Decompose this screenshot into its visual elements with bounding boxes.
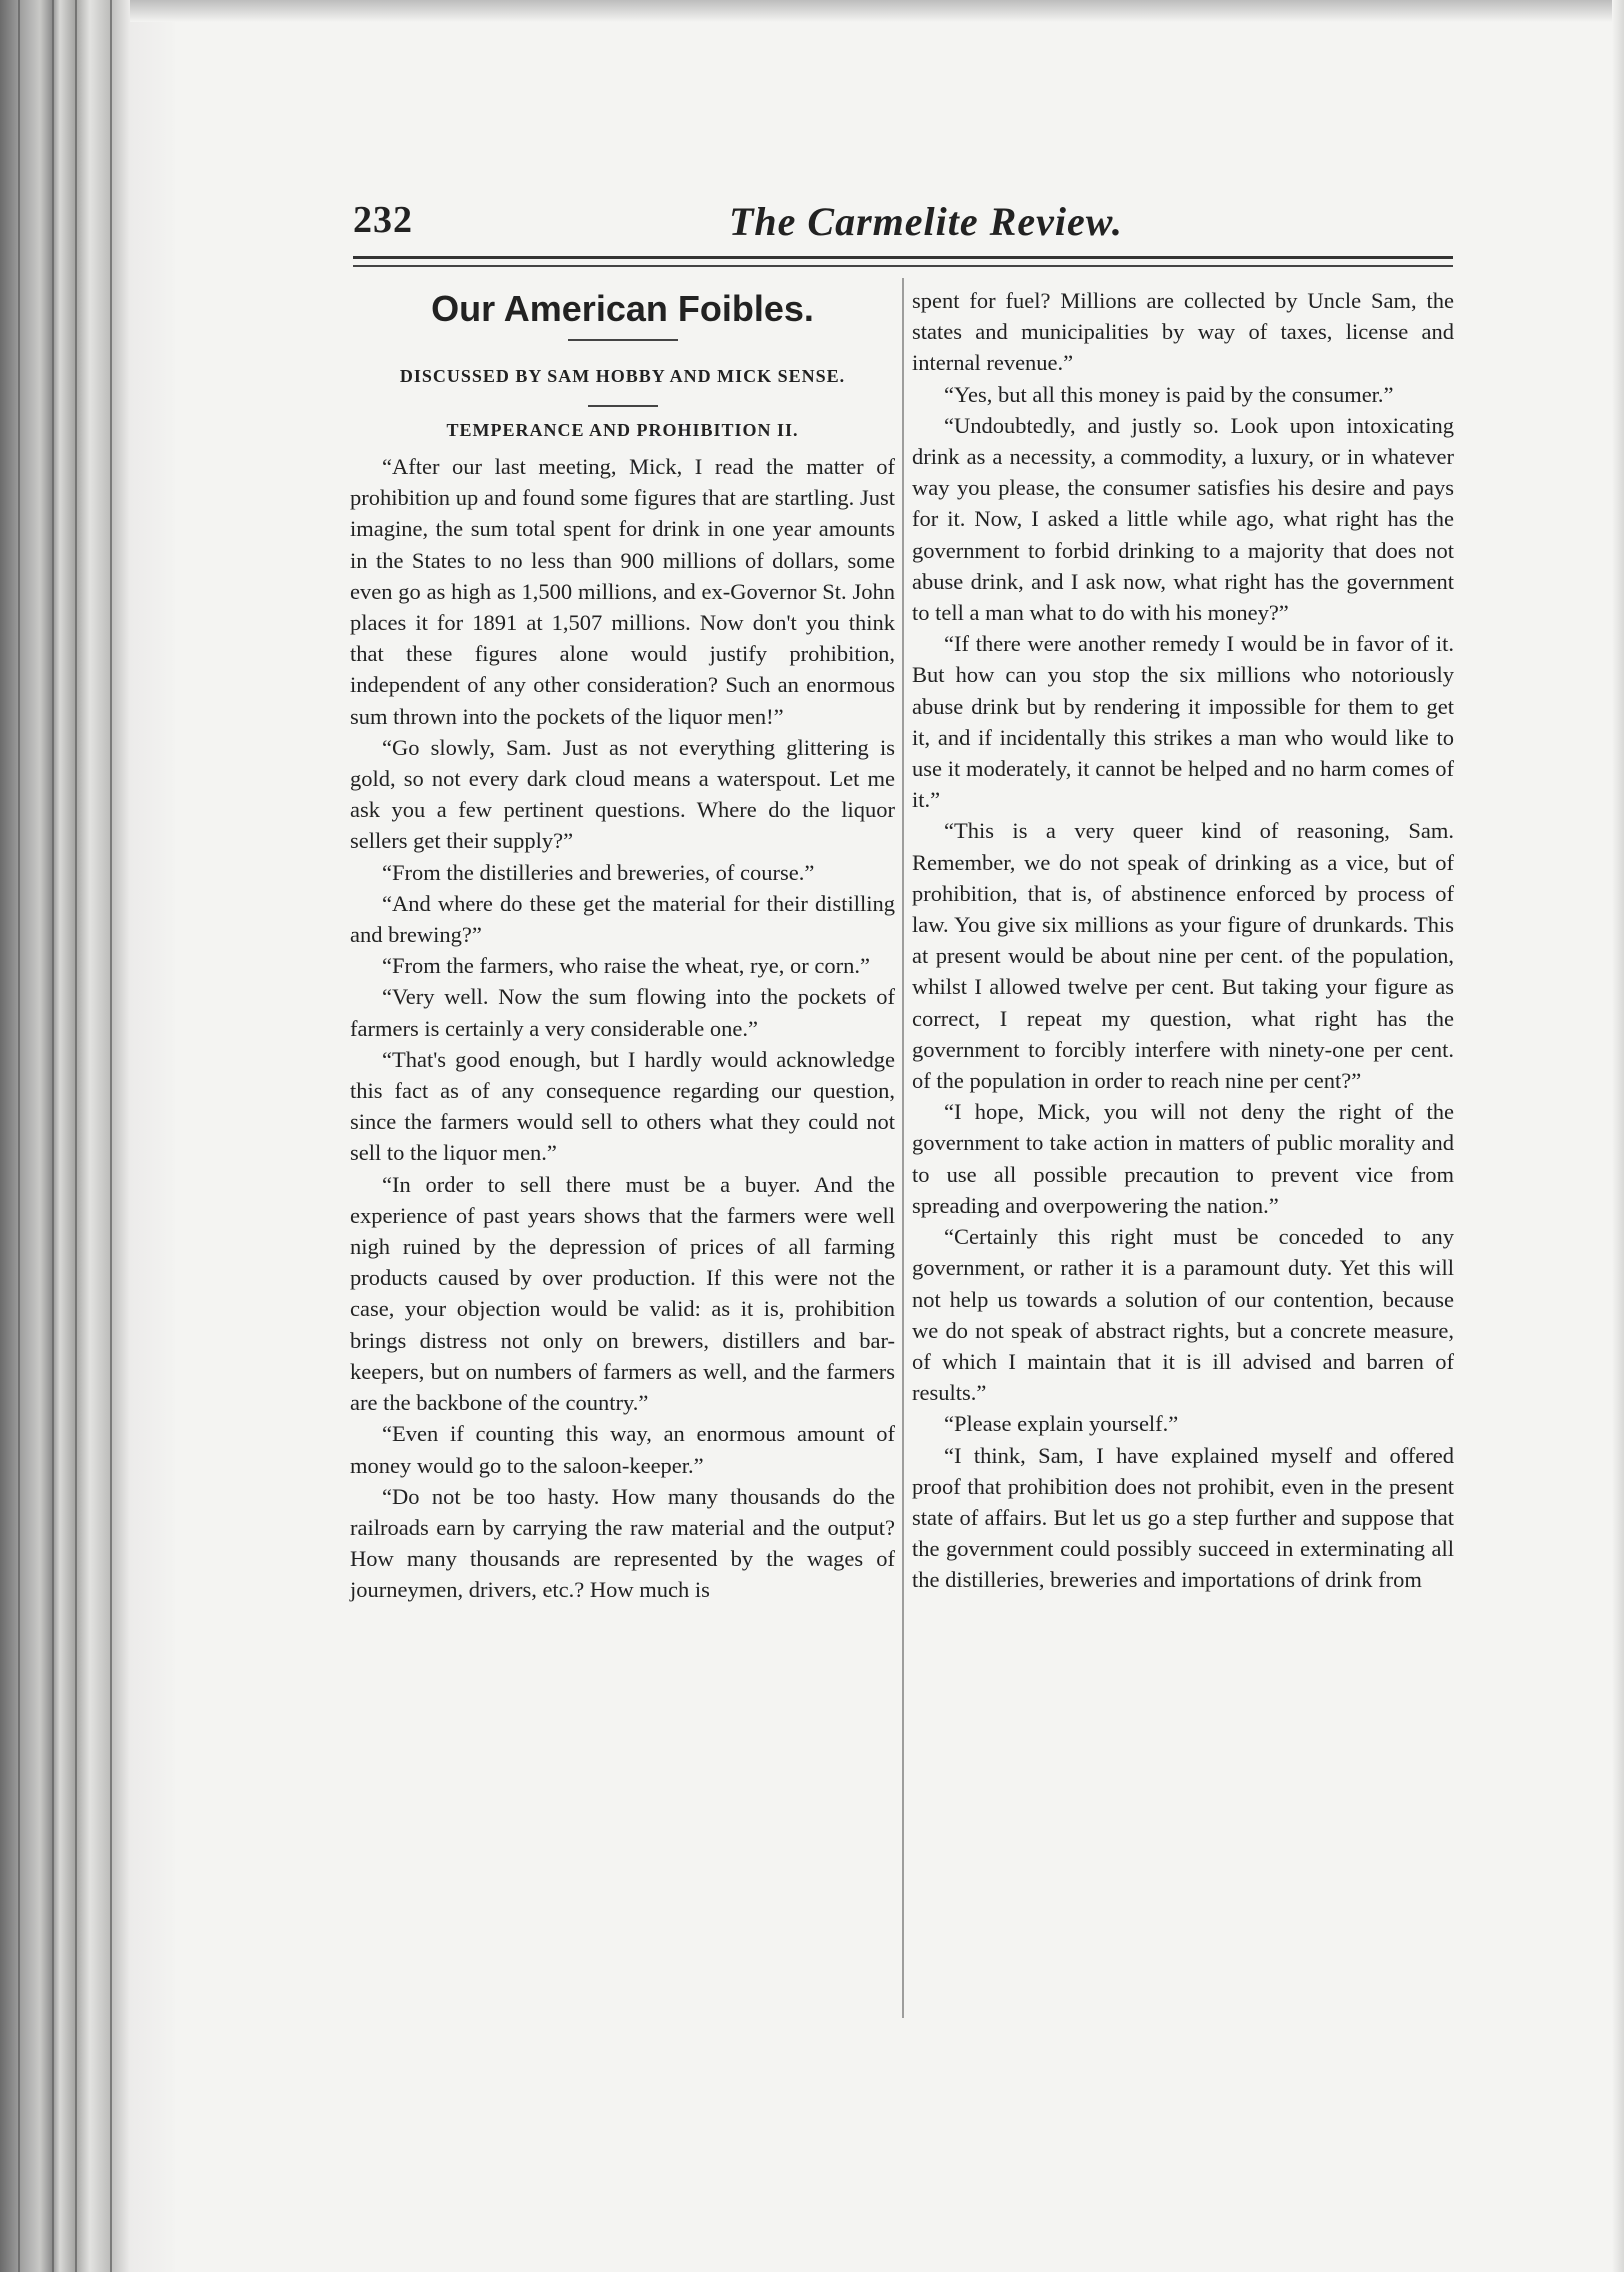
journal-title: The Carmelite Review. (729, 199, 1123, 244)
paragraph: “I think, Sam, I have explained myself and offered proof that prohibition does not prohibit, even in the present state of affairs. But let us go a step further and suppose that the government could possibly succeed in exterminating all the distilleries, breweries and importations of drink from (912, 1442, 1454, 1593)
paragraph: “Please explain yourself.” (944, 1411, 1179, 1437)
paragraph: “Even if counting this way, an enormous amount of money would go to the saloon-keeper.” (350, 1421, 895, 1478)
paragraph: “From the distilleries and breweries, of course.” (382, 859, 815, 885)
paragraph: “Go slowly, Sam. Just as not everything glittering is gold, so not every dark cloud means a waterspout. Let me ask you a few pertinent questions. Where do the liquor sellers get their supply?” (350, 734, 895, 854)
header-rule (353, 256, 1453, 259)
paragraph: “Very well. Now the sum flowing into the pockets of farmers is certainly a very considerable one.” (350, 984, 895, 1041)
right-column (912, 285, 1454, 1596)
page-top-shadow (130, 0, 1624, 22)
page-right-shadow (1612, 0, 1624, 2272)
paragraph: “Undoubtedly, and justly so. Look upon intoxicating drink as a necessity, a commodity, a luxury, or in whatever way you please, the consumer satisfies his desire and pays for it. Now, I asked a little while ago, what right has the government to forbid drinking to a majority that does not abuse drink, and I ask now, what right has the government to tell a man what to do with his money?” (912, 412, 1454, 626)
paragraph: “I hope, Mick, you will not deny the right of the government to take action in matters of public morality and to use all possible precaution to prevent vice from spreading and overpowering the nation.” (912, 1099, 1454, 1218)
paragraph: “After our last meeting, Mick, I read the matter of prohibition up and found some figures that are startling. Just imagine, the sum total spent for drink in one year amounts in the States to no less than 900 millions of dollars, some even go as high as 1,500 millions, and ex-Governor St. John places it for 1891 at 1,507 millions. Now don't you think that these figures alone would justify prohibition, independent of any other consideration? Such an enormous sum thrown into the pockets of the liquor men!” (350, 454, 895, 729)
paragraph: “Yes, but all this money is paid by the consumer.” (944, 381, 1394, 407)
binding-edge (18, 0, 20, 2272)
binding-edge (75, 0, 77, 2272)
article-title: Our American Foibles. (431, 288, 814, 329)
paragraph: “If there were another remedy I would be in favor of it. But how can you stop the six millions who notoriously abuse drink but by rendering it impossible for them to get it, and if incidentally this strikes a man who would like to use it moderately, it cannot be helped and no harm comes of it.” (912, 631, 1454, 813)
article-subhead: TEMPERANCE AND PROHIBITION II. (446, 420, 799, 440)
paragraph: “This is a very queer kind of reasoning, Sam. Remember, we do not speak of drinking as a vice, but of prohibition, that is, of abstinence enforced by process of law. You give six millions as your figure of drunkards. This at present would be about nine per cent. of the population, whilst I allowed twelve per cent. But taking your figure as correct, I repeat my question, what right has the government to forcibly interfere with ninety-one per cent. of the population in order to reach nine per cent?” (912, 818, 1454, 1094)
column-divider (902, 278, 904, 2018)
page-number: 232 (353, 199, 413, 241)
article-byline: DISCUSSED BY SAM HOBBY AND MICK SENSE. (399, 366, 846, 386)
running-header (353, 198, 1453, 248)
paragraph: “From the farmers, who raise the wheat, rye, or corn.” (382, 953, 870, 979)
title-rule (568, 339, 678, 341)
header-rule (353, 265, 1453, 267)
binding-edge (110, 0, 112, 2272)
binding-edge (52, 0, 54, 2272)
paragraph: “Do not be too hasty. How many thousands do the railroads earn by carrying the raw material and the output? How many thousands are represented by the wages of journeymen, drivers, etc.? How much is (350, 1483, 895, 1603)
paragraph: “And where do these get the material for their distilling and brewing?” (350, 890, 895, 948)
paragraph: “Certainly this right must be conceded to any government, or rather it is a paramount duty. Yet this will not help us towards a solution of our contention, because we do not speak of abstract rights, but a concrete measure, of which I maintain that it is ill advised and barren of results.” (912, 1224, 1454, 1406)
book-binding (0, 0, 175, 2272)
paragraph: spent for fuel? Millions are collected by Uncle Sam, the states and municipalities by way of taxes, license and internal revenue.” (912, 288, 1454, 376)
left-column (350, 285, 895, 1606)
paragraph: “That's good enough, but I hardly would acknowledge this fact as of any consequence regarding our question, since the farmers would sell to others what they could not sell to the liquor men.” (350, 1046, 895, 1166)
paragraph: “In order to sell there must be a buyer. And the experience of past years shows that the farmers were well nigh ruined by the depression of prices of all farming products caused by over production. If this were not the case, your objection would be valid: as it is, prohibition brings distress not only on brewers, distillers and bar-keepers, but on numbers of farmers as well, and the farmers are the backbone of the country.” (350, 1171, 895, 1416)
byline-rule (588, 405, 658, 407)
